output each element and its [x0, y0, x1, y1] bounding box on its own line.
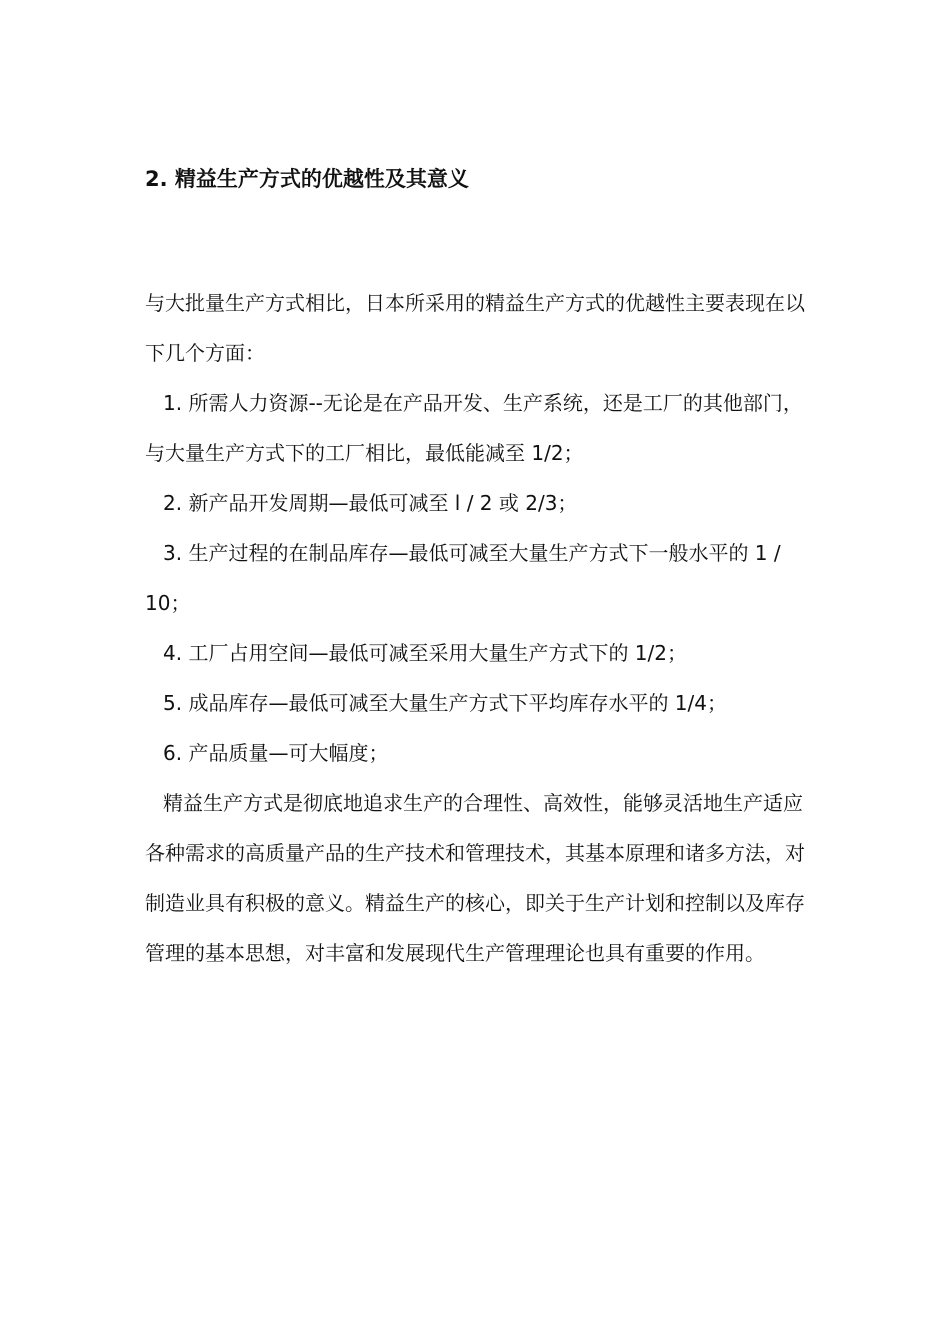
intro-paragraph: 与大批量生产方式相比，日本所采用的精益生产方式的优越性主要表现在以下几个方面： — [145, 291, 805, 365]
list-item-3: 3. 生产过程的在制品库存—最低可减至大量生产方式下一般水平的 1 / 10； — [145, 541, 781, 615]
list-item-4: 4. 工厂占用空间—最低可减至采用大量生产方式下的 1/2； — [163, 641, 687, 665]
list-item-1: 1. 所需人力资源--无论是在产品开发、生产系统，还是工厂的其他部门，与大量生产方式下的工厂相比，最低能减至 1/2； — [145, 391, 803, 465]
list-item-2: 2. 新产品开发周期—最低可减至 l / 2 或 2/3； — [163, 491, 578, 515]
list-item-6: 6. 产品质量—可大幅度； — [163, 741, 389, 765]
list-item-5: 5. 成品库存—最低可减至大量生产方式下平均库存水平的 1/4； — [163, 691, 727, 715]
document-body — [145, 164, 810, 978]
section-heading: 2. 精益生产方式的优越性及其意义 — [145, 167, 469, 191]
conclusion-paragraph: 精益生产方式是彻底地追求生产的合理性、高效性，能够灵活地生产适应各种需求的高质量产品的生产技术和管理技术，其基本原理和诸多方法，对制造业具有积极的意义。精益生产的核心，即关于生产计划和控制以及库存管理的基本思想，对丰富和发展现代生产管理理论也具有重要的作用。 — [145, 791, 805, 965]
